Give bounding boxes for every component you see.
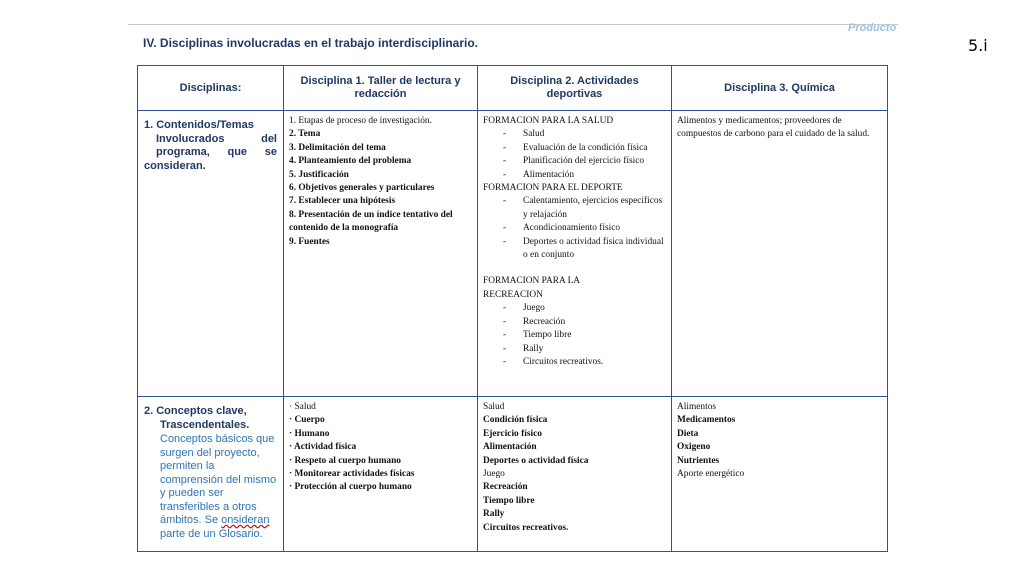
list-item: Circuitos recreativos.	[483, 522, 569, 533]
row2-title-line1: 2. Conceptos clave,	[144, 405, 247, 417]
d2-group3-list	[483, 302, 666, 369]
d2-group2-list	[483, 195, 666, 262]
list-item: Condición física	[483, 415, 548, 426]
row2-title-line2: Trascendentales.	[160, 418, 250, 431]
list-item: 9. Fuentes	[289, 236, 330, 247]
list-item: · Actividad física	[289, 441, 472, 454]
row1-disciplina-2	[478, 111, 672, 397]
list-item: 1. Etapas de proceso de investigación.	[289, 116, 432, 126]
slide-number: 5.i	[968, 36, 988, 55]
top-rule	[128, 24, 898, 25]
row1-d1-list	[289, 115, 472, 249]
d2-group2-title: FORMACION PARA EL DEPORTE	[483, 183, 623, 194]
row-contenidos	[138, 111, 888, 397]
d2-group1-list	[483, 128, 666, 182]
list-item: · Protección al cuerpo humano	[289, 481, 472, 494]
list-item: Alimentos	[677, 402, 717, 412]
row2-desc-misspelled: onsideran	[221, 514, 270, 526]
list-item: Recreación	[483, 482, 528, 493]
list-item: - Calentamiento, ejercicios específicos y relajación	[503, 195, 666, 222]
row2-d2-list	[483, 401, 666, 535]
list-item: Juego	[483, 469, 505, 480]
d2-group1-title: FORMACION PARA LA SALUD	[483, 116, 614, 126]
list-item: 8. Presentación de un índice tentativo del contenido de la monografía	[289, 209, 453, 234]
list-item: - Evaluación de la condición física	[503, 142, 666, 155]
row2-disciplina-3	[672, 397, 888, 552]
row1-disciplina-1	[284, 111, 478, 397]
row1-title-line3: consideran.	[144, 159, 206, 172]
row1-d3-text: Alimentos y medicamentos; proveedores de compuestos de carbono para el cuidado de la salud.	[677, 116, 870, 140]
row1-title-line1: 1. Contenidos/Temas	[144, 119, 254, 131]
list-item: 3. Delimitación del tema	[289, 142, 386, 153]
list-item: - Rally	[503, 343, 666, 356]
list-item: 7. Establecer una hipótesis	[289, 196, 396, 207]
row1-title-line2: Involucrados del programa, que se	[156, 132, 277, 158]
list-item: Aporte energético	[677, 469, 745, 480]
list-item: Oxigeno	[677, 442, 711, 453]
list-item: - Deportes o actividad física individual o en conjunto	[503, 236, 666, 263]
list-item: - Tiempo libre	[503, 329, 666, 342]
header-disciplina-2: Disciplina 2. Actividades deportivas	[478, 66, 672, 111]
row2-d1-list	[289, 401, 472, 495]
list-item: · Salud	[289, 401, 472, 414]
header-disciplina-1: Disciplina 1. Taller de lectura y redacción	[284, 66, 478, 111]
disciplines-table	[137, 65, 888, 552]
row-conceptos-title	[138, 397, 284, 552]
list-item: Rally	[483, 509, 505, 520]
section-title: IV. Disciplinas involucradas en el trabajo interdisciplinario.	[143, 36, 478, 50]
list-item: 5. Justificación	[289, 169, 349, 180]
list-item: Ejercicio físico	[483, 428, 542, 439]
producto-label: Producto	[848, 22, 897, 34]
row2-disciplina-2	[478, 397, 672, 552]
header-disciplina-3: Disciplina 3. Química	[672, 66, 888, 111]
list-item: Tiempo libre	[483, 495, 535, 506]
list-item: Alimentación	[483, 442, 537, 453]
row2-d3-list	[677, 401, 882, 481]
list-item: Nutrientes	[677, 455, 720, 466]
list-item: - Salud	[503, 128, 666, 141]
header-row	[138, 66, 888, 111]
list-item: - Circuitos recreativos.	[503, 356, 666, 369]
list-item: - Planificación del ejercicio físico	[503, 155, 666, 168]
list-item: · Humano	[289, 428, 472, 441]
list-item: - Acondicionamiento físico	[503, 222, 666, 235]
row2-disciplina-1	[284, 397, 478, 552]
row1-disciplina-3	[672, 111, 888, 397]
list-item: Dieta	[677, 428, 699, 439]
row2-desc-after: parte de un Glosario.	[160, 527, 263, 540]
list-item: Deportes o actividad física	[483, 455, 589, 466]
row-contenidos-title	[138, 111, 284, 397]
list-item: 2. Tema	[289, 129, 321, 140]
row2-desc-before: Conceptos básicos que surgen del proyecto, permiten la comprensión del mismo y pueden ser transferibles a otros ámbitos. Se	[160, 433, 277, 526]
list-item: Salud	[483, 402, 505, 412]
list-item: - Juego	[503, 302, 666, 315]
header-disciplinas: Disciplinas:	[138, 66, 284, 111]
d2-group3-title: FORMACION PARA LA RECREACION	[483, 276, 580, 300]
list-item: · Cuerpo	[289, 414, 472, 427]
list-item: · Monitorear actividades físicas	[289, 468, 472, 481]
list-item: · Respeto al cuerpo humano	[289, 455, 472, 468]
list-item: 6. Objetivos generales y particulares	[289, 183, 435, 194]
row2-description	[144, 433, 277, 541]
list-item: 4. Planteamiento del problema	[289, 156, 412, 167]
list-item: - Recreación	[503, 316, 666, 329]
row-conceptos	[138, 397, 888, 552]
list-item: Medicamentos	[677, 415, 736, 426]
list-item: - Alimentación	[503, 169, 666, 182]
